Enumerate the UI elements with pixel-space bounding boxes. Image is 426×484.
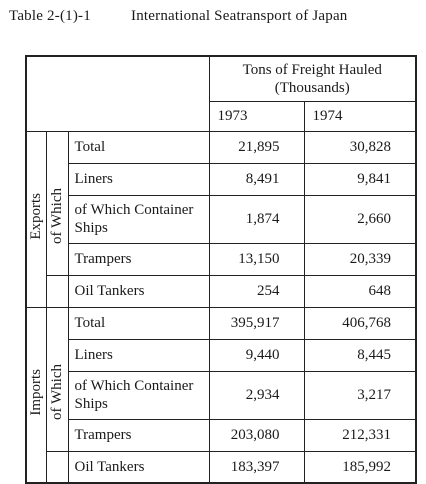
row-label: Total <box>68 307 209 339</box>
cell-1973: 254 <box>209 275 304 307</box>
table-number: Table 2-(1)-1 <box>9 8 91 24</box>
table-row <box>26 451 416 483</box>
row-label-text: of Which Container Ships <box>74 378 194 412</box>
table-row <box>26 275 416 307</box>
cell-1974: 3,217 <box>304 371 416 419</box>
exports-spacer-bottom <box>46 275 68 307</box>
header-row-group <box>26 56 416 101</box>
table-row <box>26 339 416 371</box>
cell-1974: 212,331 <box>304 419 416 451</box>
table-row <box>26 307 416 339</box>
exports-subgroup-label <box>46 163 68 275</box>
cell-1974: 2,660 <box>304 195 416 243</box>
cell-1973: 2,934 <box>209 371 304 419</box>
cell-1973: 183,397 <box>209 451 304 483</box>
table-row <box>26 131 416 163</box>
table-row <box>26 195 416 243</box>
cell-1974: 185,992 <box>304 451 416 483</box>
table-row <box>26 371 416 419</box>
header-corner <box>26 56 209 131</box>
cell-1974: 9,841 <box>304 163 416 195</box>
cell-1973: 13,150 <box>209 243 304 275</box>
seatransport-table <box>25 55 417 484</box>
cell-1974: 30,828 <box>304 131 416 163</box>
row-label: Oil Tankers <box>68 451 209 483</box>
cell-1973: 1,874 <box>209 195 304 243</box>
row-label <box>68 195 209 243</box>
table-row <box>26 163 416 195</box>
imports-spacer-bottom <box>46 451 68 483</box>
year-header-1974: 1974 <box>304 101 416 131</box>
row-label: Trampers <box>68 243 209 275</box>
cell-1973: 395,917 <box>209 307 304 339</box>
imports-spacer <box>46 307 68 339</box>
exports-label: Exports <box>28 193 45 240</box>
cell-1974: 648 <box>304 275 416 307</box>
cell-1974: 20,339 <box>304 243 416 275</box>
exports-spacer <box>46 131 68 163</box>
row-label: Liners <box>68 163 209 195</box>
row-label: Trampers <box>68 419 209 451</box>
year-header-1973: 1973 <box>209 101 304 131</box>
row-label <box>68 371 209 419</box>
cell-1974: 8,445 <box>304 339 416 371</box>
row-label: Total <box>68 131 209 163</box>
col-group-header <box>209 56 416 101</box>
cell-1973: 9,440 <box>209 339 304 371</box>
row-label: Liners <box>68 339 209 371</box>
cell-1973: 203,080 <box>209 419 304 451</box>
cell-1973: 21,895 <box>209 131 304 163</box>
row-label: Oil Tankers <box>68 275 209 307</box>
imports-group-label <box>26 307 46 483</box>
imports-of-which-label: of Which <box>49 364 65 421</box>
table-row <box>26 243 416 275</box>
exports-of-which-label: of Which <box>49 188 65 245</box>
table-title: International Seatransport of Japan <box>131 8 348 24</box>
exports-group-label <box>26 131 46 307</box>
col-group-header-text: Tons of Freight Hauled (Thousands) <box>242 61 382 96</box>
table-caption <box>9 8 348 25</box>
cell-1973: 8,491 <box>209 163 304 195</box>
cell-1974: 406,768 <box>304 307 416 339</box>
row-label-text: of Which Container Ships <box>74 202 194 236</box>
imports-label: Imports <box>28 368 45 416</box>
imports-subgroup-label <box>46 339 68 451</box>
table-row <box>26 419 416 451</box>
